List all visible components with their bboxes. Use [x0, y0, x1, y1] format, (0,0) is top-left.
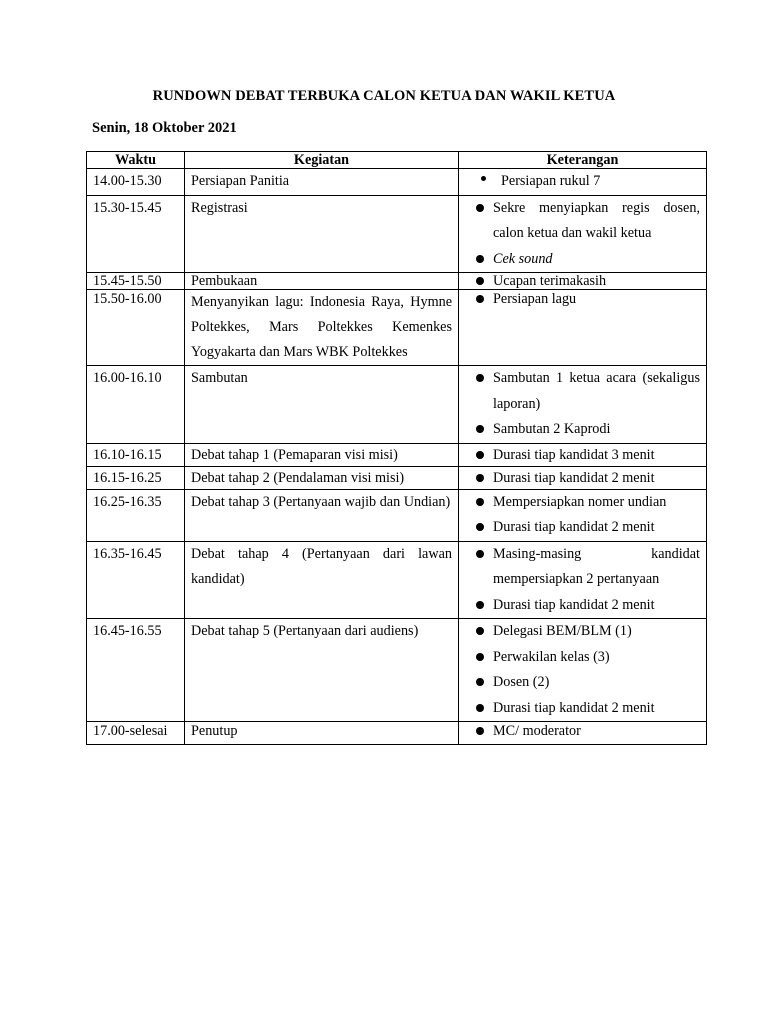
table-row	[87, 489, 707, 541]
note-text: Mempersiapkan nomer undian	[493, 493, 667, 510]
row-activity: Debat tahap 3 (Pertanyaan wajib dan Undian)	[185, 489, 459, 541]
note-item	[465, 645, 700, 671]
note-item	[465, 542, 700, 593]
bullet-icon	[476, 474, 484, 482]
table-row	[87, 466, 707, 489]
row-notes	[459, 169, 707, 196]
bullet-icon	[476, 295, 484, 303]
bullet-icon	[476, 523, 484, 531]
row-time: 16.45-16.55	[87, 619, 185, 722]
header-time: Waktu	[87, 152, 185, 169]
row-notes	[459, 195, 707, 273]
note-item	[465, 515, 700, 541]
row-activity: Persiapan Panitia	[185, 169, 459, 196]
note-text: MC/ moderator	[493, 723, 581, 739]
note-item	[465, 273, 700, 289]
bullet-icon	[476, 374, 484, 382]
bullet-icon	[476, 277, 484, 285]
row-activity: Penutup	[185, 722, 459, 745]
row-activity: Registrasi	[185, 195, 459, 273]
note-text: Delegasi BEM/BLM (1)	[493, 623, 632, 639]
row-time: 15.30-15.45	[87, 195, 185, 273]
note-text: Sekre menyiapkan regis dosen, calon ketua dan wakil ketua	[493, 199, 700, 241]
table-row	[87, 273, 707, 290]
note-item	[465, 670, 700, 696]
note-text: Durasi tiap kandidat 2 menit	[493, 699, 655, 716]
table-row	[87, 290, 707, 366]
note-item	[465, 444, 700, 466]
note-item	[465, 196, 700, 247]
note-item	[465, 619, 700, 645]
bullet-icon	[476, 704, 484, 712]
note-text: Durasi tiap kandidat 2 menit	[493, 519, 655, 535]
row-time: 14.00-15.30	[87, 169, 185, 196]
row-activity: Sambutan	[185, 366, 459, 444]
row-time: 16.00-16.10	[87, 366, 185, 444]
row-notes	[459, 541, 707, 619]
row-notes	[459, 466, 707, 489]
row-notes	[459, 443, 707, 466]
table-row	[87, 443, 707, 466]
bullet-icon	[476, 601, 484, 609]
row-notes	[459, 366, 707, 444]
document-title: RUNDOWN DEBAT TERBUKA CALON KETUA DAN WAKIL KETUA	[152, 88, 616, 104]
bullet-icon	[476, 204, 484, 212]
bullet-icon	[476, 498, 484, 506]
note-text: Durasi tiap kandidat 3 menit	[493, 446, 655, 463]
row-time: 16.10-16.15	[87, 443, 185, 466]
bullet-icon	[476, 451, 484, 459]
note-text: Cek sound	[493, 250, 553, 267]
table-row	[87, 619, 707, 722]
row-time: 17.00-selesai	[87, 722, 185, 745]
row-time: 16.35-16.45	[87, 541, 185, 619]
note-text: Sambutan 1 ketua acara (sekaligus laporan)	[493, 370, 700, 412]
bullet-icon	[476, 255, 484, 263]
note-item	[465, 169, 700, 195]
row-activity: Pembukaan	[185, 273, 459, 290]
row-time: 16.25-16.35	[87, 489, 185, 541]
rundown-table	[86, 151, 707, 745]
row-time: 16.15-16.25	[87, 466, 185, 489]
row-activity: Debat tahap 5 (Pertanyaan dari audiens)	[185, 619, 459, 722]
row-time: 15.50-16.00	[87, 290, 185, 366]
note-item	[465, 593, 700, 619]
note-text: Persiapan rukul 7	[501, 173, 601, 189]
row-notes	[459, 290, 707, 366]
row-activity: Menyanyikan lagu: Indonesia Raya, Hymne Poltekkes, Mars Poltekkes Kemenkes Yogyakarta dan Mars WBK Poltekkes	[185, 290, 459, 366]
note-text: Durasi tiap kandidat 2 menit	[493, 596, 655, 613]
row-notes	[459, 722, 707, 745]
note-item	[465, 417, 700, 443]
header-activity: Kegiatan	[185, 152, 459, 169]
note-item	[465, 366, 700, 417]
bullet-icon	[476, 425, 484, 433]
row-notes	[459, 489, 707, 541]
row-notes	[459, 273, 707, 290]
row-activity: Debat tahap 2 (Pendalaman visi misi)	[185, 466, 459, 489]
bullet-icon	[476, 550, 484, 558]
bullet-icon	[476, 727, 484, 735]
note-text: Durasi tiap kandidat 2 menit	[493, 469, 655, 486]
bullet-icon	[476, 678, 484, 686]
bullet-icon	[476, 627, 484, 635]
note-item	[465, 467, 700, 489]
header-notes: Keterangan	[459, 152, 707, 169]
bullet-icon	[476, 653, 484, 661]
row-activity: Debat tahap 4 (Pertanyaan dari lawan kandidat)	[185, 541, 459, 619]
note-text: Dosen (2)	[493, 674, 550, 690]
bullet-icon	[481, 176, 486, 181]
table-row	[87, 195, 707, 273]
row-notes	[459, 619, 707, 722]
note-item	[465, 722, 700, 740]
table-row	[87, 366, 707, 444]
note-text: Masing-masing kandidat mempersiapkan 2 pertanyaan	[493, 545, 700, 587]
table-header-row	[87, 152, 707, 169]
row-time: 15.45-15.50	[87, 273, 185, 290]
table-row	[87, 541, 707, 619]
note-text: Perwakilan kelas (3)	[493, 648, 610, 665]
row-activity: Debat tahap 1 (Pemaparan visi misi)	[185, 443, 459, 466]
note-item	[465, 247, 700, 273]
note-text: Ucapan terimakasih	[493, 273, 607, 289]
note-text: Sambutan 2 Kaprodi	[493, 421, 611, 437]
table-row	[87, 169, 707, 196]
table-row	[87, 722, 707, 745]
note-item	[465, 696, 700, 722]
note-item	[465, 290, 700, 308]
note-item	[465, 490, 700, 516]
note-text: Persiapan lagu	[493, 291, 577, 307]
document-date: Senin, 18 Oktober 2021	[92, 120, 237, 136]
